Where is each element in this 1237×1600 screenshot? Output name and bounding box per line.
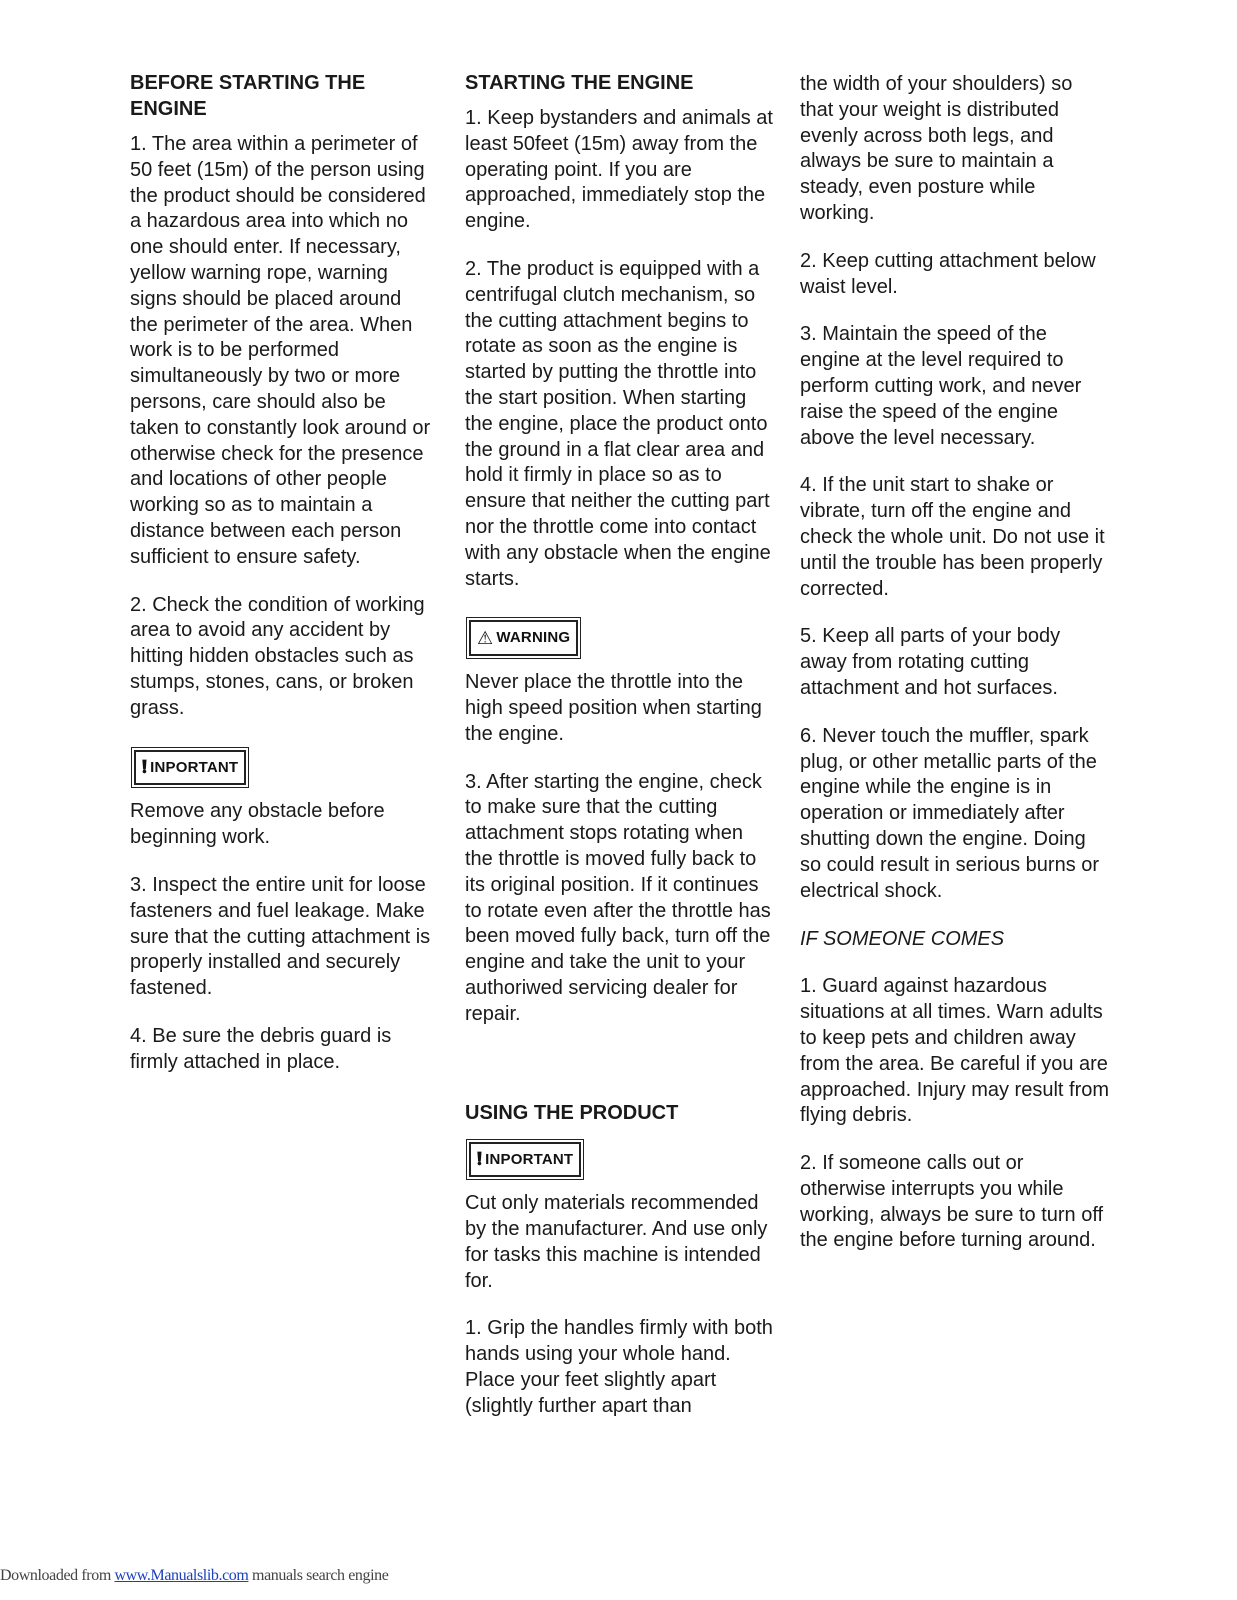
spacer: [465, 1050, 775, 1100]
section-heading-if-someone-comes: IF SOMEONE COMES: [800, 928, 1005, 951]
paragraph: 3. After starting the engine, check to make sure that the cutting attachment stops rotating when the throttle is moved fully back to its original position. If it continues to rotate even after the throttle has been moved fully back, turn off the engine and take the unit to your authoriwed servicing dealer for repair.: [465, 770, 771, 1025]
warning-badge: [469, 620, 578, 656]
important-badge-label: INPORTANT: [150, 758, 239, 776]
paragraph: the width of your shoulders) so that your weight is distributed evenly across both legs, and always be sure to maintain a steady, even posture while working.: [800, 73, 1073, 224]
column-1: [130, 70, 432, 1098]
paragraph: 2. Check the condition of working area to avoid any accident by hitting hidden obstacles such as stumps, stones, cans, or broken grass.: [130, 593, 425, 719]
paragraph: Remove any obstacle before beginning work.: [130, 800, 385, 849]
important-badge: [469, 1142, 581, 1178]
section-heading-using-product: USING THE PRODUCT: [465, 1101, 679, 1124]
footer-prefix: Downloaded from: [0, 1567, 115, 1584]
paragraph: 5. Keep all parts of your body away from rotating cutting attachment and hot surfaces.: [800, 625, 1061, 699]
paragraph: 2. Keep cutting attachment below waist level.: [800, 249, 1096, 298]
paragraph: 6. Never touch the muffler, spark plug, or other metallic parts of the engine while the engine is in operation or immediately after shutting down the engine. Doing so could result in serious burns or electrical shock.: [800, 724, 1100, 902]
manualslib-link[interactable]: www.Manualslib.com: [114, 1567, 249, 1584]
footer-suffix: manuals search engine: [248, 1567, 389, 1584]
paragraph: 3. Inspect the entire unit for loose fasteners and fuel leakage. Make sure that the cutting attachment is properly installed and securely fastened.: [130, 873, 431, 1000]
paragraph: 2. The product is equipped with a centrifugal clutch mechanism, so the cutting attachment begins to rotate as soon as the engine is started by putting the throttle into the start position. When starting the engine, place the product onto the ground in a flat clear area and hold it firmly in place so as to ensure that neither the cutting part nor the throttle come into contact with any obstacle when the engine starts.: [465, 257, 771, 590]
section-heading-before-starting: BEFORE STARTING THE ENGINE: [130, 72, 366, 120]
warning-badge-label: WARNING: [496, 629, 571, 647]
paragraph: 2. If someone calls out or otherwise interrupts you while working, always be sure to turn off the engine before turning around.: [800, 1152, 1104, 1252]
download-footer: [0, 1567, 388, 1585]
paragraph: Cut only materials recommended by the manufacturer. And use only for tasks this machine is intended for.: [465, 1192, 768, 1292]
warning-triangle-icon: ⚠︎: [477, 628, 494, 649]
paragraph: Never place the throttle into the high speed position when starting the engine.: [465, 671, 762, 745]
column-3: [800, 72, 1110, 1276]
paragraph: 4. If the unit start to shake or vibrate, turn off the engine and check the whole unit. Do not use it until the trouble has been properly corrected.: [800, 474, 1105, 600]
paragraph: 4. Be sure the debris guard is firmly attached in place.: [130, 1024, 392, 1073]
paragraph: 1. The area within a perimeter of 50 feet (15m) of the person using the product should be considered a hazardous area into which no one should enter. If necessary, yellow warning rope, warning signs should be placed around the perimeter of the area. When work is to be performed simultaneously by two or more persons, care should also be taken to constantly look around or otherwise check for the presence and locations of other people working so as to maintain a distance between each person sufficient to ensure safety.: [130, 133, 431, 568]
exclamation-circle-icon: ❗︎: [477, 1149, 483, 1170]
paragraph: 3. Maintain the speed of the engine at the level required to perform cutting work, and never raise the speed of the engine above the level necessary.: [800, 323, 1082, 449]
paragraph: 1. Grip the handles firmly with both hands using your whole hand. Place your feet slightly apart (slightly further apart than: [465, 1317, 773, 1417]
important-badge-label: INPORTANT: [485, 1150, 574, 1168]
exclamation-circle-icon: ❗︎: [142, 757, 148, 778]
paragraph: 1. Guard against hazardous situations at all times. Warn adults to keep pets and children away from the area. Be careful if you are approached. Injury may result from flying debris.: [800, 975, 1110, 1127]
important-badge: [134, 750, 246, 786]
paragraph: 1. Keep bystanders and animals at least 50feet (15m) away from the operating point. If you are approached, immediately stop the engine.: [465, 107, 773, 233]
section-heading-starting-engine: STARTING THE ENGINE: [465, 72, 694, 94]
column-2: [465, 70, 775, 1442]
